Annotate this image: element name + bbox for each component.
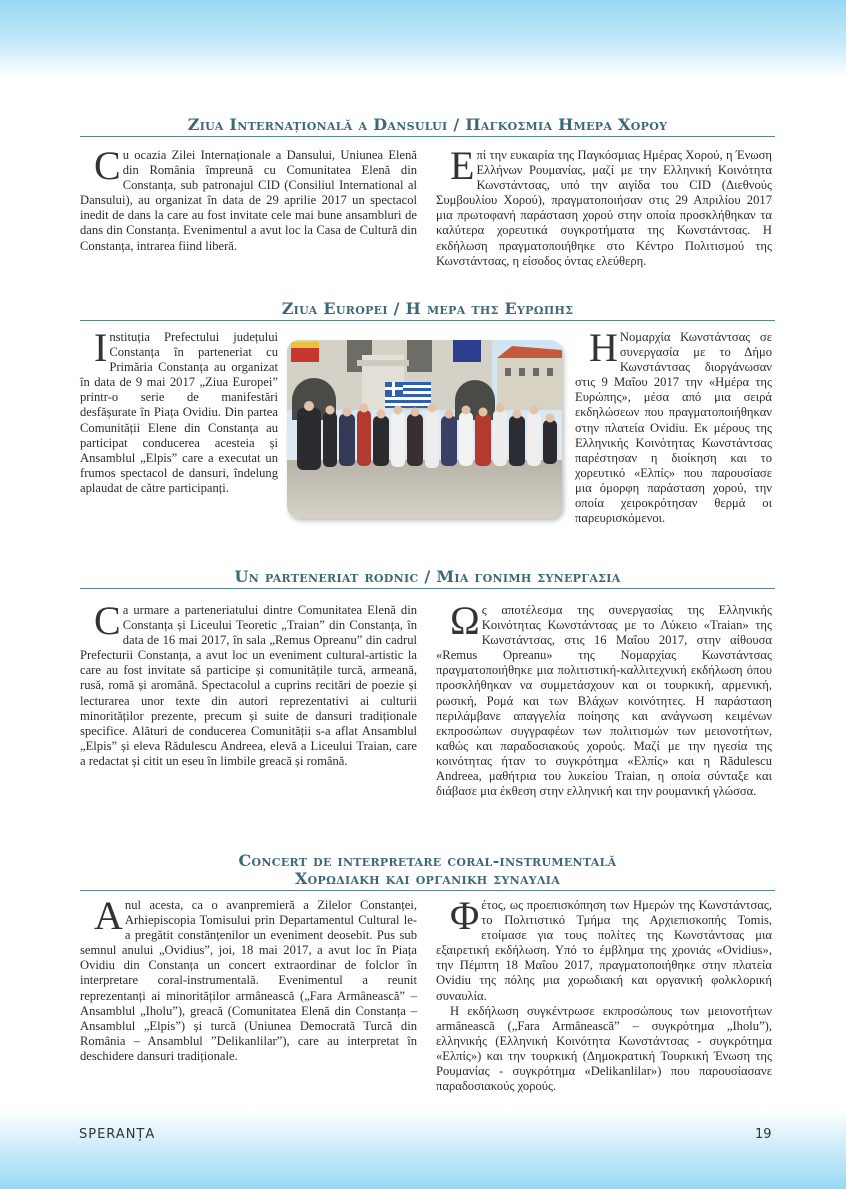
paragraph: nul acesta, ca o avanpremieră a Zilelor Constanței, Arhiepiscopia Tomisului prin Departamentul Cultural le-a pregătit constănțenilor un eveniment deosebit. Pus sub semnul anului „Ovidius”, joi, 18 mai 2017, a avut loc în Piața Ovidiu din Constanța un concert extraordinar de folclor în interpretare coral-instrumentală. Evenimentul a reunit reprezentanți ai minorităților armânească („Fara Armânească” – Ansamblul „Iholu”), greacă (Comunitatea Elenă din Constanța – Ansamblul „Elpis”) și turcă (Uniunea Democrată Turcă din România – Ansamblul ”Delikanlilar”), care au interpretat în deschidere dansuri tradiționale. — [80, 898, 417, 1063]
section-title-concert — [80, 852, 775, 891]
dropcap: E — [450, 143, 475, 188]
article-concert-romanian — [80, 893, 417, 1064]
paragraph: u ocazia Zilei Internaționale a Dansului, Uniunea Elenă din România împreună cu Comunitatea Elenă din Constanța, sub patronajul CID (Consiliul International al Dansului), au organizat în data de 29 aprilie 2017 un spectacol inedit de dans la care au fost invitate cele mai bune ansambluri de dans din Constanța. Evenimentul a avut loc la Casa de Cultură din Constanța, intrarea fiind liberă. — [80, 148, 417, 253]
article-dance-day-romanian — [80, 143, 417, 254]
paragraph: nstituția Prefectului județului Constanța în parteneriat cu Primăria Constanța au organizat în data de 9 mai 2017 „Ziua Europei” printr-o serie de manifestări desfășurate în Piața Ovidiu. Din partea Comunității Elene din Constanța au participat conducerea acesteia și Ansamblul „Elpis” care a executat un frumos spectacol de dansuri, îndelung aplaudat de către participanți. — [80, 330, 278, 495]
dropcap: Φ — [450, 893, 480, 938]
article-europe-day-greek — [575, 325, 772, 526]
article-europe-day-romanian — [80, 325, 278, 496]
section-title-dance-day: Ziua Internațională a Dansului / Παγκοσμια Ημερα Χορου — [80, 116, 775, 137]
section-title-concert-romanian: Concert de interpretare coral-instrumentală — [238, 851, 617, 870]
dropcap: A — [94, 893, 123, 938]
paragraph: πί την ευκαιρία της Παγκόσμιας Ημέρας Χορού, η Ένωση Ελλήνων Ρουμανίας, μαζί με την Ελληνική Κοινότητα Κωνστάντσας, υπό την αιγίδα του CID (Διεθνούς Συμβουλίου Χορού), πραγματοποιήσαν στις 29 Απριλίου 2017 μια πρωτοφανή παράσταση χορού στην οποία προσκλήθηκαν τα καλύτερα χορευτικά συγκροτήματα της Κωνστάντσας. Η εκδήλωση πραγματοποιήθηκε στο Κέντρο Πολιτισμού της Κωνστάντσας, η είσοδος όντας ελεύθερη. — [436, 148, 772, 268]
article-dance-day-greek — [436, 143, 772, 269]
footer-gradient-band — [0, 1110, 846, 1189]
dropcap: I — [94, 325, 108, 370]
dropcap: Η — [589, 325, 618, 370]
group-photo-illustration — [287, 340, 562, 518]
group-photo — [287, 340, 562, 518]
section-title-partnership: Un parteneriat rodnic / Μια γονιμη συνεργασια — [80, 568, 775, 589]
paragraph: Νομαρχία Κωνστάντσας σε συνεργασία με το Δήμο Κωνστάντσας διοργάνωσαν στις 9 Μαΐου 2017 την «Ημέρα της Ευρώπης», μέσα από μια σειρά εκδηλώσεων που πραγματοποιήθηκαν στην πλατεία Ovidiu. Εκ μέρους της Ελληνικής Κοινότητας Κωνστάντσας παρέστησαν η διοίκηση και το χορευτικό «Ελπίς» που παρουσίασε μια όμορφη παράσταση χορού, την οποία χειροκρότησαν θερμά οι παρευρισκόμενοι. — [575, 330, 772, 526]
paragraph: Η εκδήλωση συγκέντρωσε εκπροσώπους των μειονοτήτων armânească („Fara Armânească” – συγκρότημα „Iholu”), ελληνικής (Ελληνική Κοινότητα Κωνστάντσας - συγκρότημα «Ελπίς») και την τουρκική (Δημοκρατική Τουρκική Ένωση της Ρουμανίας - συγκρότημα «Delikanlilar») που παρουσίασανε παραδοσιακούς χορούς. — [436, 1003, 772, 1094]
paragraph: a urmare a parteneriatului dintre Comunitatea Elenă din Constanța și Liceului Teoretic „Traian” din Constanța, în data de 16 mai 2017, în sala „Remus Opreanu” din cadrul Prefecturii Constanța, a avut loc un eveniment cultural-artistic la care au fost invitate să participe și comunitățile turcă, armeană, rusă, romă și aromână. Spectacolul a cuprins recitări de poezie și lecturarea unor texte din autori reprezentativi ai culturii minorităților prezente, precum și suite de dansuri tradiționale specifice. Alături de conducerea Comunității s-a aflat Ansamblul „Elpis” și eleva Rădulescu Andreea, elevă a Liceului Traian, care a redactat și citit un eseu în limbile greacă și română. — [80, 603, 417, 768]
header-gradient-band — [0, 0, 846, 78]
paragraph: έτος, ως προεπισκόπηση των Ημερών της Κωνστάντσας, το Πολιτιστικό Τμήμα της Αρχιεπισκοπής Tomis, ετοίμασε για τους πολίτες της Κωνστάντσας μια εξαιρετική εκδήλωση. Υπό το έμβλημα της χρονιάς «Ovidius», την Πέμπτη 18 Μαΐου 2017, πραγματοποιήθηκε στην πλατεία Ovidiu της πόλης μια χορωδιακή και οργανική φολκλορική συναυλία. — [436, 898, 772, 1003]
dropcap: C — [94, 598, 121, 643]
page-number: 19 — [755, 1127, 772, 1142]
article-concert-greek — [436, 893, 772, 1094]
article-partnership-greek — [436, 598, 772, 799]
dropcap: C — [94, 143, 121, 188]
paragraph: ς αποτέλεσμα της συνεργασίας της Ελληνικής Κοινότητας Κωνστάντσας με το Λύκειο «Traian» της Κωνστάντσας, στις 16 Μαΐου 2017, στην αίθουσα «Remus Opreanu» της Νομαρχίας Κωνστάντσας πραγματοποιήθηκε μια πολιτιστική-καλλιτεχνική εκδήλωση όπου προσκλήθηκαν να συμμετάσχουν και οι τουρκική, αρμενική, ρωσική, Ρομά και των Βλάχων κοινότητες. Η παράσταση περιλάμβανε απαγγελία ποίησης και ανάγνωση κειμένων εκπροσώπων συγγραφέων των πολιτισμών των μειονοτήτων, καθώς και παραδοσιακούς χορούς. Μαζί με την ηγεσία της κοινότητας ήταν το συγκρότημα «Ελπίς» και η Rădulescu Andreea, μαθήτρια του λυκείου Traian, η οποία σύνταξε και διάβασε μια έκθεση στην ελληνική και την ρουμανική γλώσσα. — [436, 603, 772, 799]
section-title-europe-day: Ziua Europei / Η μερα της Ευρωπης — [80, 300, 775, 321]
publication-title: SPERANȚA — [79, 1127, 156, 1142]
dropcap: Ω — [450, 598, 480, 643]
article-partnership-romanian — [80, 598, 417, 769]
section-title-concert-greek: Χορωδιακη και οργανικη συναυλια — [294, 869, 561, 888]
